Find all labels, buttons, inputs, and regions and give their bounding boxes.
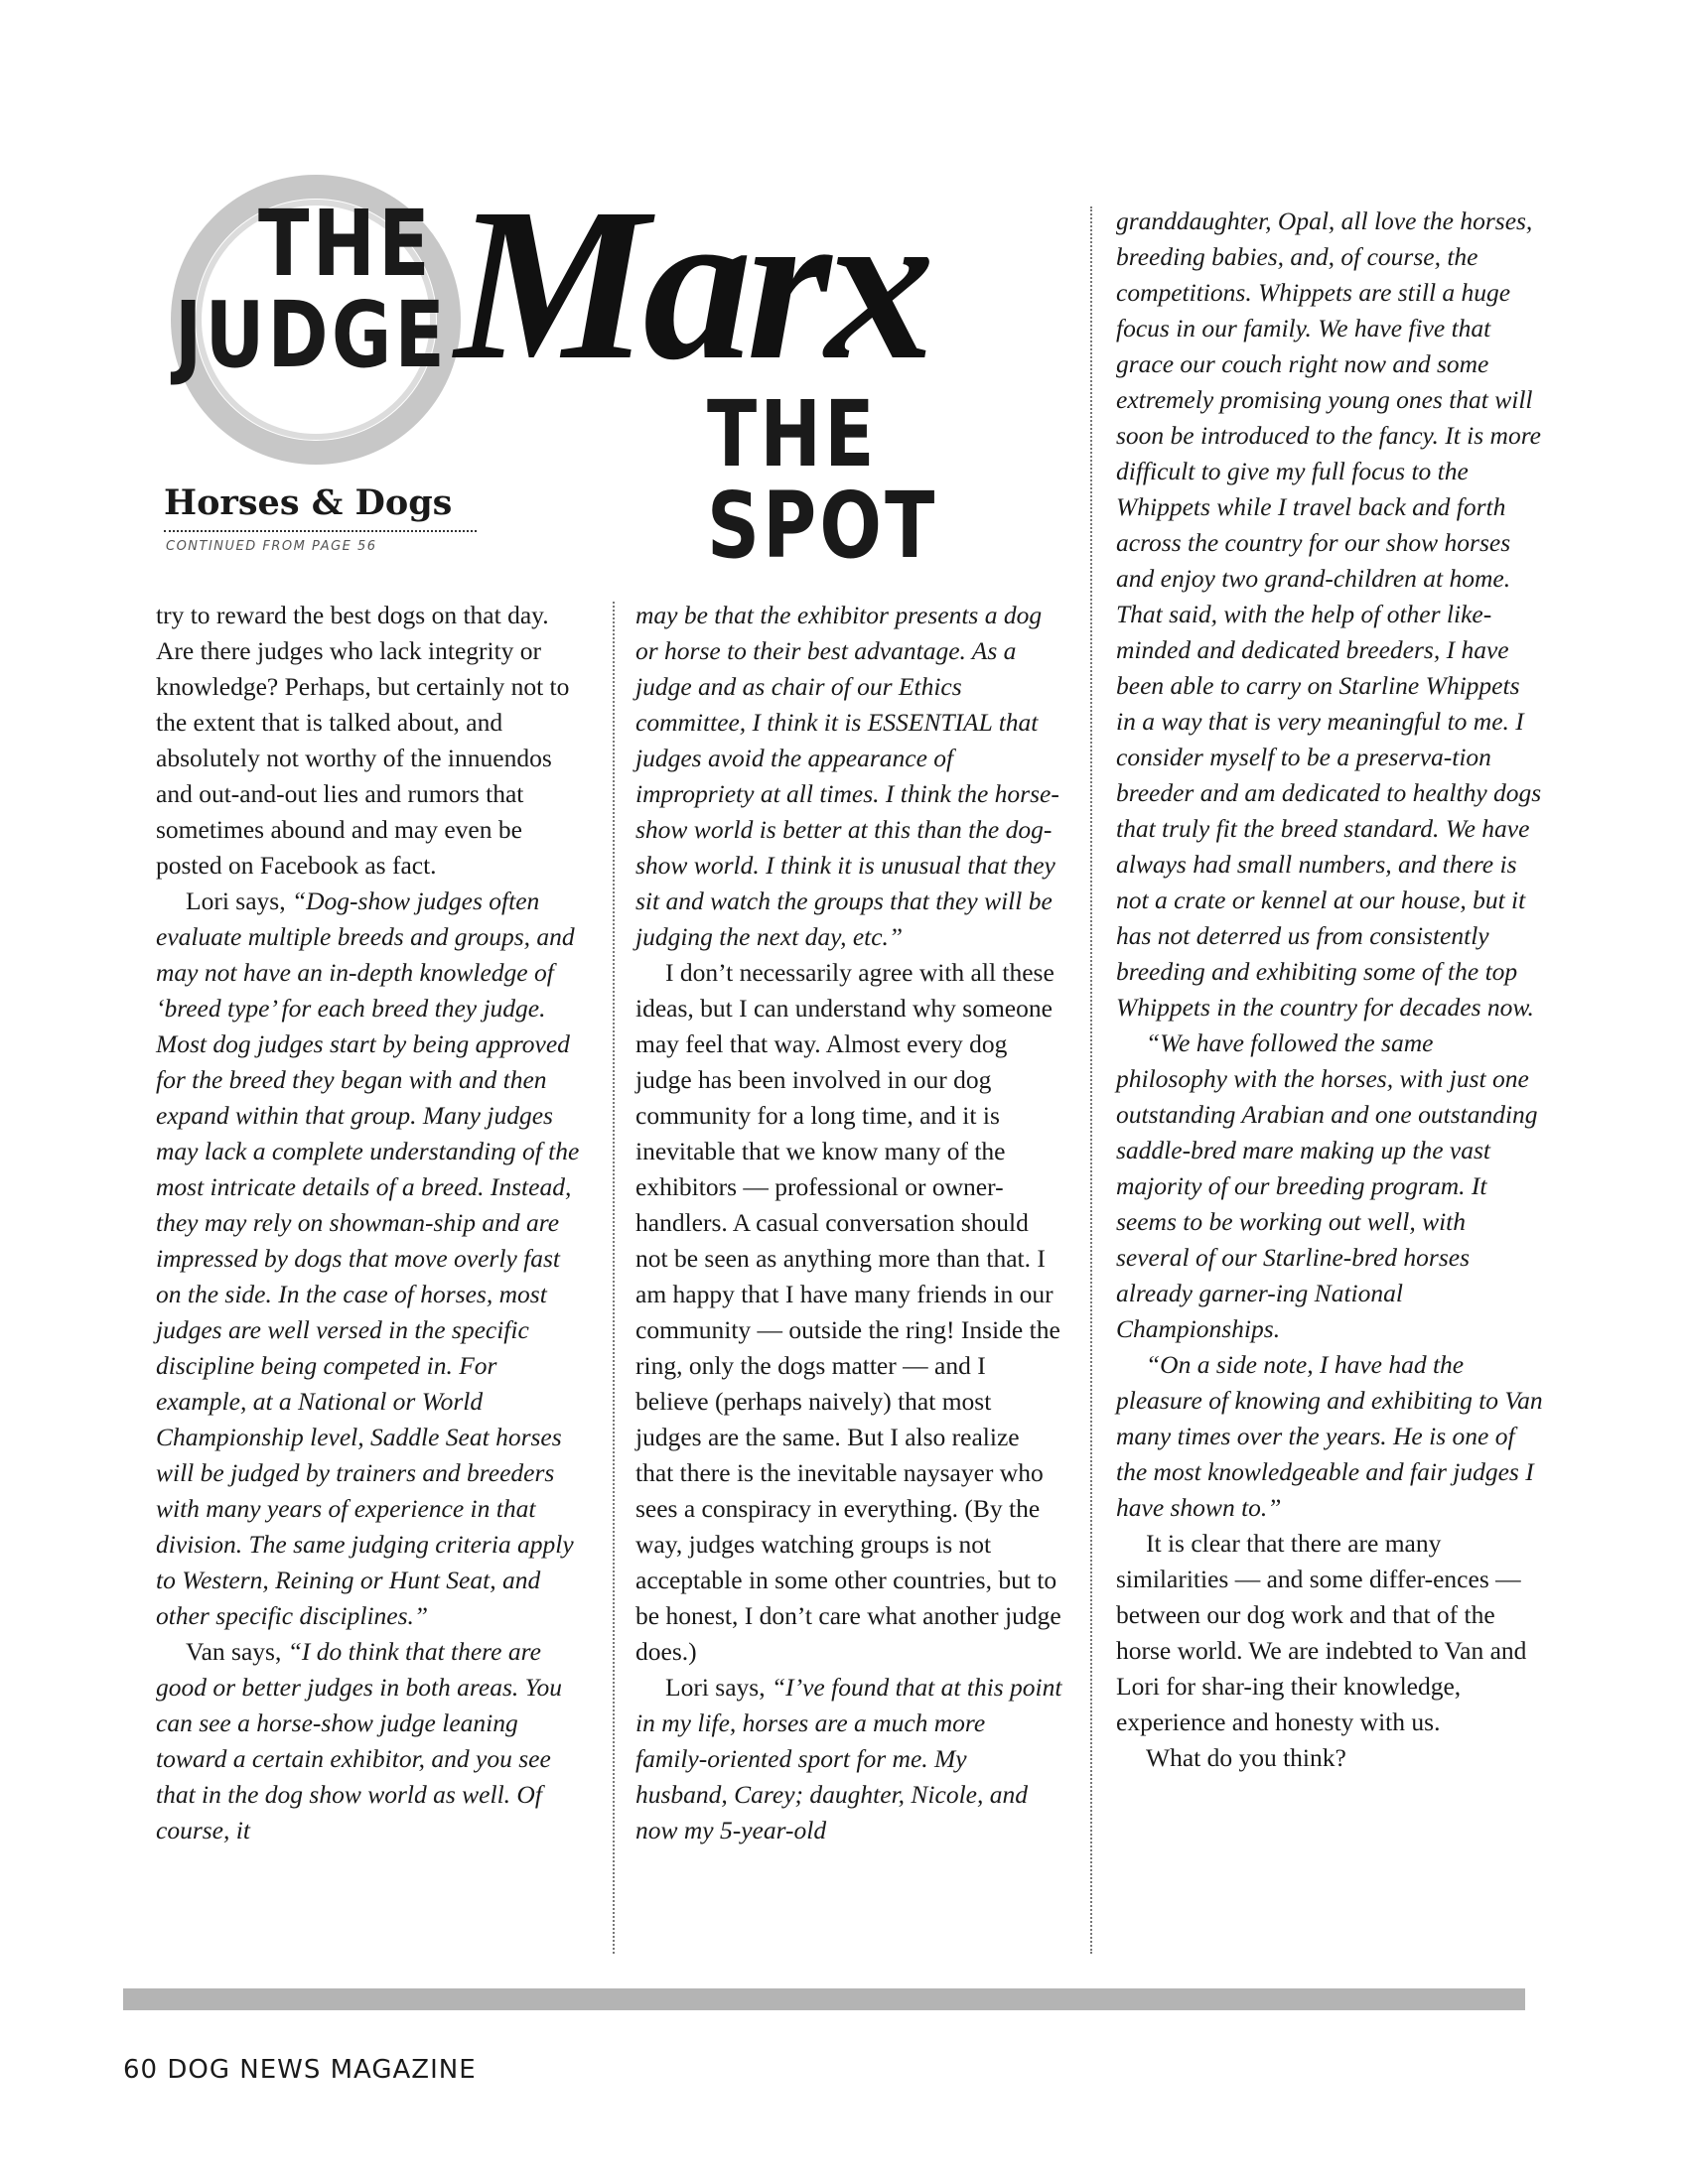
article-column-3 [1116,204,1545,1776]
column-divider [613,602,615,1954]
logo-word-the: THE [258,191,433,297]
quote-text: “I do think that there are good or better judges in both areas. You can see a horse-show judge leaning toward a certain exhibitor, and you see that in the dog show world as well. Of course, it [156,1637,562,1844]
article-paragraph [635,955,1062,1670]
quote-text: “On a side note, I have had the pleasure of knowing and exhibiting to Van many times over the years. He is one of the most knowledgeable and fair judges I have shown to.” [1116,1350,1543,1522]
body-text: What do you think? [1146,1743,1346,1772]
body-text: try to reward the best dogs on that day. Are there judges who lack integrity or knowledge? Perhaps, but certainly not to the extent that is talked about, and absolutely not worthy of the innuendos and out-and-out lies and rumors that sometimes abound and may even be posted on Facebook as fact. [156,601,570,880]
article-paragraph [1116,1347,1545,1526]
article-paragraph [1116,1526,1545,1740]
article-paragraph [156,1634,583,1848]
logo-word-marx: Marx [455,163,929,405]
continued-from-label: CONTINUED FROM PAGE 56 [166,539,377,554]
body-text: Lori says, [186,887,292,915]
quote-text: “We have followed the same philosophy with the horses, with just one outstanding Arabian and one outstanding saddle-bred mare making up the vast majority of our breeding program. It seems to be working out well, with several of our Starline-bred horses already garner-ing National Championships. [1116,1028,1538,1343]
article-paragraph [635,1670,1062,1848]
logo-word-the-spot: THE SPOT [707,381,938,579]
logo-word-judge: JUDGE [175,282,448,388]
body-text: It is clear that there are many similarities — and some differ-ences — between our dog work and that of the horse world. We are indebted to Van and Lori for shar-ing their knowledge, experience and honesty with us. [1116,1529,1527,1736]
article-paragraph [1116,1025,1545,1347]
quote-text: “I’ve found that at this point in my life, horses are a much more family-oriented sport for me. My husband, Carey; daughter, Nicole, and now my 5-year-old [635,1673,1062,1844]
body-text: I don’t necessarily agree with all these ideas, but I can understand why someone may feel that way. Almost every dog judge has been involved in our dog community for a long time, and it is inevitable that we know many of the exhibitors — professional or owner-handlers. A casual conversation should not be seen as anything more than that. I am happy that I have many friends in our community — outside the ring! Inside the ring, only the dogs matter — and I believe (perhaps naively) that most judges are the same. But I also realize that there is the inevitable naysayer who sees a conspiracy in everything. (By the way, judges watching groups is not acceptable in some other countries, but to be honest, I don’t care what another judge does.) [635,958,1061,1666]
quote-text: granddaughter, Opal, all love the horses, breeding babies, and, of course, the competitions. Whippets are still a huge focus in our family. We have five that grace our couch right now and some extremely promising young ones that will soon be introduced to the fancy. It is more difficult to give my full focus to the Whippets while I travel back and forth across the country for our show horses and enjoy two grand-children at home. That said, with the help of other like-minded and dedicated breeders, I have been able to carry on Starline Whippets in a way that is very meaningful to me. I consider myself to be a preserva-tion breeder and am dedicated to healthy dogs that truly fit the breed standard. We have always had small numbers, and there is not a crate or kennel at our house, but it has not deterred us from consistently breeding and exhibiting some of the top Whippets in the country for decades now. [1116,206,1542,1022]
body-text: Lori says, [665,1673,772,1702]
section-title: Horses & Dogs [164,482,453,523]
quote-text: may be that the exhibitor presents a dog or horse to their best advantage. As a judge and as chair of our Ethics committee, I think it is ESSENTIAL that judges avoid the appearance of impropriety at all times. I think the horse-show world is better at this than the dog-show world. I think it is unusual that they sit and watch the groups that they will be judging the next day, etc.” [635,601,1059,951]
article-column-2 [635,598,1062,1848]
page-footer: 60 DOG NEWS MAGAZINE [123,2055,477,2085]
article-paragraph [635,598,1062,955]
article-paragraph [1116,204,1545,1025]
article-paragraph [156,884,583,1634]
quote-text: “Dog-show judges often evaluate multiple breeds and groups, and may not have an in-depth knowledge of ‘breed type’ for each breed they judge. Most dog judges start by being approved for the breed they began with and then expand within that group. Many judges may lack a complete understanding of the most intricate details of a breed. Instead, they may rely on showman-ship and are impressed by dogs that move overly fast on the side. In the case of horses, most judges are well versed in the specific discipline being competed in. For example, at a National or World Championship level, Saddle Seat horses will be judged by trainers and breeders with many years of experience in that division. The same judging criteria apply to Western, Reining or Hunt Seat, and other specific disciplines.” [156,887,580,1630]
article-paragraph [1116,1740,1545,1776]
section-title-rule [164,530,477,532]
article-paragraph [156,598,583,884]
column-divider [1090,206,1092,1954]
article-column-1 [156,598,583,1848]
footer-bar [123,1988,1525,2010]
body-text: Van says, [186,1637,288,1666]
